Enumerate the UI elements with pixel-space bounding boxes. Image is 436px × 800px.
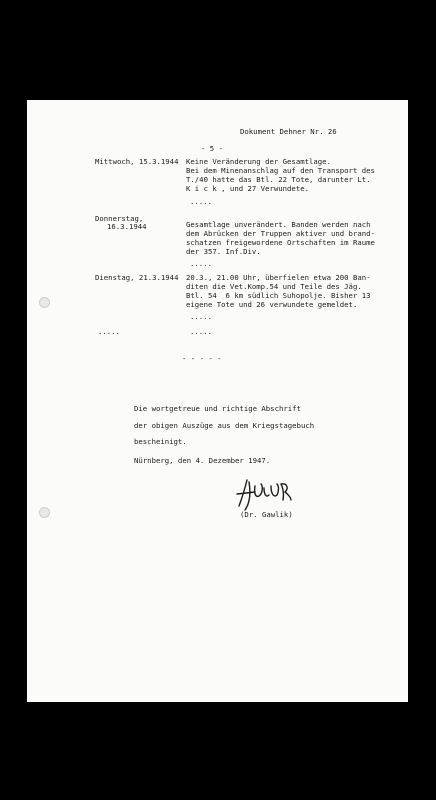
entry-text-line: T./40 hatte das Btl. 22 Tote, darunter Lt. [186,175,371,184]
ellipsis: ..... [190,312,212,321]
certification-line: Die wortgetreue und richtige Abschrift [134,404,301,413]
entry-text-line: Bei dem Minenanschlag auf den Transport des [186,166,375,175]
handwritten-signature [233,476,293,514]
document-page [27,100,408,702]
entry-text-line: der 357. Inf.Div. [186,247,261,256]
entry-date: Mittwoch, 15.3.1944 [95,157,179,166]
entry-text-line: eigene Tote und 26 verwundete gemeldet. [186,300,358,309]
entry-text-line: Keine Veränderung der Gesamtlage. [186,157,331,166]
entry-text-line: 20.3., 21.00 Uhr, überfielen etwa 200 Ban- [186,273,371,282]
signatory-name: (Dr. Gawlik) [240,510,293,519]
separator: - - - - - [182,354,222,363]
place-date: Nürnberg, den 4. Dezember 1947. [134,456,271,465]
entry-text-line: Btl. 54 6 km südlich Suhopolje. Bisher 13 [186,291,371,300]
entry-text-line: K i c k , und 27 Verwundete. [186,184,310,193]
ellipsis: ..... [190,259,212,268]
entry-date: Dienstag, 21.3.1944 [95,273,179,282]
entry-text-line: schatzen freigewordene Ortschaften im Raume [186,238,375,247]
entry-text-line: Gesamtlage unverändert. Banden werden nach [186,220,371,229]
ellipsis: ..... [190,197,212,206]
certification-line: der obigen Auszüge aus dem Kriegstagebuch [134,421,315,430]
entry-date: 16.3.1944 [107,222,147,231]
entry-text-line: diten die Vet.Komp.54 und Teile des Jäg. [186,282,362,291]
certification-line: bescheinigt. [134,437,187,446]
document-header: Dokument Dehner Nr. 26 [240,127,337,136]
page-number: - 5 - [201,144,223,153]
punch-hole-top [39,297,50,308]
punch-hole-bottom [39,507,50,518]
ellipsis: ..... [98,327,120,336]
entry-date: Donnerstag, [95,214,144,223]
ellipsis: ..... [190,327,212,336]
entry-text-line: dem Abrücken der Truppen aktiver und brand- [186,229,375,238]
